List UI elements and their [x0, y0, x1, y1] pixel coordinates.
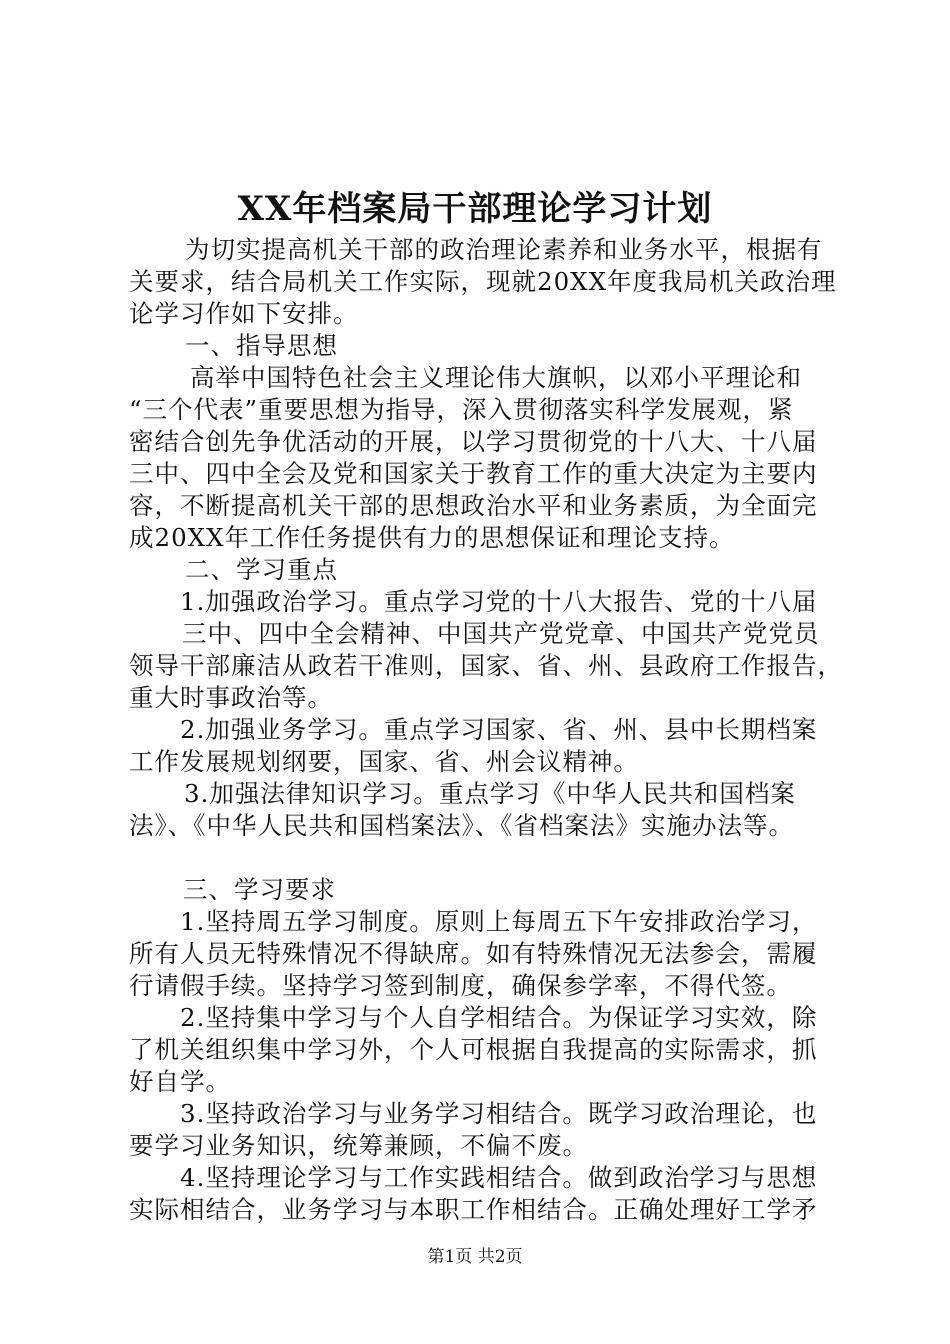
body-line: 1.坚持周五学习制度。原则上每周五下午安排政治学习， [180, 907, 818, 936]
body-line: 3.坚持政治学习与业务学习相结合。既学习政治理论，也 [180, 1099, 818, 1128]
body-line: 2.加强业务学习。重点学习国家、省、州、县中长期档案 [180, 715, 818, 744]
body-line: 工作发展规划纲要，国家、省、州会议精神。 [129, 747, 639, 776]
body-line: 论学习作如下安排。 [129, 299, 359, 328]
body-line: 容，不断提高机关干部的思想政治水平和业务素质，为全面完 [129, 491, 818, 520]
body-line: 4.坚持理论学习与工作实践相结合。做到政治学习与思想 [180, 1163, 818, 1192]
body-line: 行请假手续。坚持学习签到制度，确保参学率，不得代签。 [129, 971, 792, 1000]
body-line: 所有人员无特殊情况不得缺席。如有特殊情况无法参会，需履 [129, 939, 818, 968]
body-line: 关要求，结合局机关工作实际，现就20XX年度我局机关政治理 [129, 267, 837, 296]
document-title: XX年档案局干部理论学习计划 [237, 189, 713, 229]
body-line: 要学习业务知识，统筹兼顾，不偏不废。 [129, 1131, 588, 1160]
page-footer: 第1页 共2页 [427, 1247, 523, 1267]
body-line: 领导干部廉洁从政若干准则，国家、省、州、县政府工作报告， [129, 651, 843, 680]
body-line: 了机关组织集中学习外，个人可根据自我提高的实际需求，抓 [129, 1035, 818, 1064]
body-line: 成20XX年工作任务提供有力的思想保证和理论支持。 [129, 523, 735, 552]
body-line: 重大时事政治等。 [129, 683, 333, 712]
body-line: 高举中国特色社会主义理论伟大旗帜，以邓小平理论和 [190, 363, 802, 392]
body-line: 2.坚持集中学习与个人自学相结合。为保证学习实效，除 [180, 1003, 818, 1032]
body-line: 3.加强法律知识学习。重点学习《中华人民共和国档案 [184, 779, 796, 808]
section-heading: 一、指导思想 [185, 331, 338, 360]
body-line: 实际相结合，业务学习与本职工作相结合。正确处理好工学矛 [129, 1195, 818, 1224]
body-line: “三个代表”重要思想为指导，深入贯彻落实科学发展观，紧 [129, 395, 794, 424]
body-line: 密结合创先争优活动的开展，以学习贯彻党的十八大、十八届 [129, 427, 818, 456]
body-line: 三中、四中全会精神、中国共产党党章、中国共产党党员 [182, 619, 820, 648]
body-line: 为切实提高机关干部的政治理论素养和业务水平，根据有 [185, 235, 823, 264]
body-line: 好自学。 [129, 1067, 231, 1096]
body-line: 法》、《中华人民共和国档案法》、《省档案法》实施办法等。 [129, 811, 794, 840]
body-line: 三中、四中全会及党和国家关于教育工作的重大决定为主要内 [129, 459, 818, 488]
body-line: 1.加强政治学习。重点学习党的十八大报告、党的十八届 [180, 587, 818, 616]
section-heading: 二、学习重点 [185, 555, 338, 584]
section-heading: 三、学习要求 [183, 875, 336, 904]
